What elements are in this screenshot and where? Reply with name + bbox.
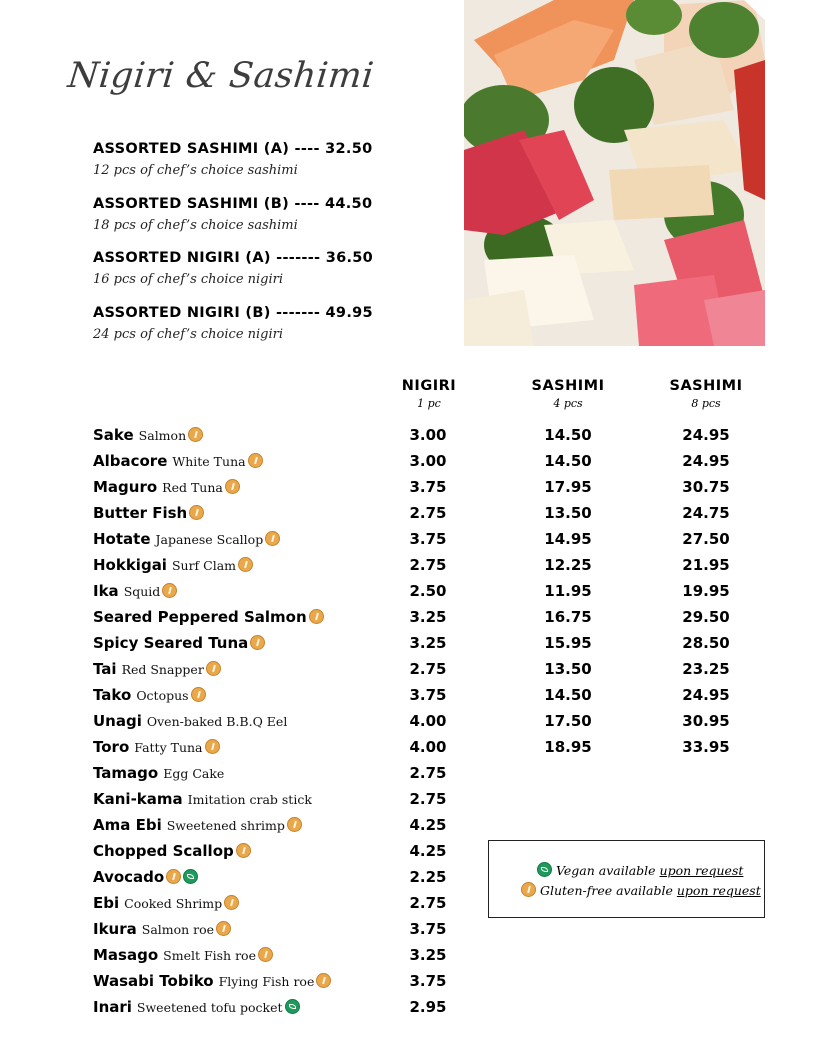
gluten-free-wheat-icon <box>287 817 302 832</box>
price-sashimi-8: 19.95 <box>682 582 730 600</box>
gluten-free-wheat-icon <box>316 973 331 988</box>
price-nigiri: 4.25 <box>409 816 447 834</box>
item-japanese-name: Unagi <box>93 712 142 730</box>
gluten-free-wheat-icon <box>248 453 263 468</box>
menu-row <box>93 815 793 841</box>
menu-row <box>93 945 793 971</box>
assorted-desc: 24 pcs of chef’s choice nigiri <box>93 326 284 342</box>
item-name <box>93 867 198 887</box>
column-sub: 4 pcs <box>553 397 583 410</box>
item-japanese-name: Ikura <box>93 920 137 938</box>
price-sashimi-8: 28.50 <box>682 634 730 652</box>
item-name <box>93 451 263 472</box>
gluten-free-wheat-icon <box>238 557 253 572</box>
gluten-free-wheat-icon <box>166 869 181 884</box>
item-japanese-name: Inari <box>93 998 132 1016</box>
price-nigiri: 3.25 <box>409 608 447 626</box>
gluten-free-wheat-icon <box>309 609 324 624</box>
price-sashimi-8: 30.75 <box>682 478 730 496</box>
price-nigiri: 2.25 <box>409 868 447 886</box>
item-english-name: Squid <box>123 584 161 599</box>
gluten-free-wheat-icon <box>191 687 206 702</box>
price-nigiri: 3.75 <box>409 972 447 990</box>
item-english-name: Red Snapper <box>121 662 204 677</box>
price-sashimi-4: 12.25 <box>544 556 592 574</box>
price-sashimi-4: 14.95 <box>544 530 592 548</box>
price-nigiri: 2.75 <box>409 764 447 782</box>
legend-vegan-text: Vegan available <box>555 863 660 878</box>
item-english-name: Salmon <box>138 428 187 443</box>
item-japanese-name: Butter Fish <box>93 504 188 522</box>
price-nigiri: 4.25 <box>409 842 447 860</box>
assorted-item <box>93 196 453 251</box>
menu-row <box>93 529 793 555</box>
price-nigiri: 3.75 <box>409 478 447 496</box>
item-name <box>93 529 280 550</box>
price-sashimi-8: 21.95 <box>682 556 730 574</box>
assorted-item <box>93 250 453 305</box>
price-sashimi-8: 24.95 <box>682 686 730 704</box>
item-japanese-name: Wasabi Tobiko <box>93 972 214 990</box>
gluten-free-wheat-icon <box>188 427 203 442</box>
item-english-name: Salmon roe <box>141 922 215 937</box>
item-name <box>93 789 312 810</box>
item-name <box>93 555 253 576</box>
item-name <box>93 659 221 680</box>
page-title: Nigiri & Sashimi <box>65 56 376 96</box>
item-english-name: Fatty Tuna <box>134 740 203 755</box>
item-japanese-name: Avocado <box>93 868 165 886</box>
price-sashimi-8: 30.95 <box>682 712 730 730</box>
menu-row <box>93 919 793 945</box>
legend-gf-text: Gluten-free available <box>539 883 677 898</box>
assorted-desc: 12 pcs of chef’s choice sashimi <box>93 163 298 178</box>
item-name <box>93 477 240 498</box>
legend-link[interactable]: upon request <box>659 863 744 878</box>
price-nigiri: 2.75 <box>409 894 447 912</box>
item-japanese-name: Tamago <box>93 764 159 782</box>
menu-row <box>93 581 793 607</box>
price-sashimi-4: 14.50 <box>544 686 592 704</box>
price-nigiri: 2.75 <box>409 504 447 522</box>
item-japanese-name: Masago <box>93 946 159 964</box>
item-english-name: Sweetened tofu pocket <box>136 1000 283 1015</box>
price-nigiri: 3.25 <box>409 946 447 964</box>
column-sub: 8 pcs <box>691 397 721 410</box>
gluten-free-wheat-icon <box>189 505 204 520</box>
column-title: SASHIMI <box>531 378 605 394</box>
assorted-list <box>93 141 453 359</box>
menu-row <box>93 633 793 659</box>
price-sashimi-8: 29.50 <box>682 608 730 626</box>
gluten-free-wheat-icon <box>224 895 239 910</box>
item-name <box>93 763 224 784</box>
menu-row <box>93 503 793 529</box>
assorted-item <box>93 141 453 196</box>
gluten-free-wheat-icon <box>521 882 536 897</box>
menu-row <box>93 789 793 815</box>
menu-row <box>93 711 793 737</box>
price-sashimi-8: 24.95 <box>682 452 730 470</box>
assorted-desc: 18 pcs of chef’s choice sashimi <box>93 217 298 233</box>
item-name <box>93 685 206 706</box>
column-title: SASHIMI <box>669 378 743 394</box>
item-english-name: Cooked Shrimp <box>124 896 223 911</box>
price-nigiri: 3.75 <box>409 920 447 938</box>
vegan-leaf-icon <box>537 862 552 877</box>
column-header-sashimi-4 <box>513 378 623 410</box>
price-sashimi-8: 33.95 <box>682 738 730 756</box>
menu-row <box>93 997 793 1023</box>
item-name <box>93 503 204 523</box>
assorted-name: ASSORTED NIGIRI (A) ------- 36.50 <box>93 250 374 266</box>
item-name <box>93 945 273 966</box>
item-name <box>93 971 331 992</box>
menu-row <box>93 763 793 789</box>
price-sashimi-8: 24.95 <box>682 426 730 444</box>
item-japanese-name: Tai <box>93 660 117 678</box>
gluten-free-wheat-icon <box>265 531 280 546</box>
price-sashimi-4: 18.95 <box>544 738 592 756</box>
price-nigiri: 4.00 <box>409 738 447 756</box>
vegan-leaf-icon <box>285 999 300 1014</box>
menu-row <box>93 451 793 477</box>
menu-row <box>93 971 793 997</box>
price-sashimi-4: 13.50 <box>544 504 592 522</box>
item-japanese-name: Ika <box>93 582 119 600</box>
menu-items <box>93 425 793 1023</box>
price-sashimi-8: 27.50 <box>682 530 730 548</box>
gluten-free-wheat-icon <box>250 635 265 650</box>
item-name <box>93 581 177 602</box>
item-japanese-name: Albacore <box>93 452 168 470</box>
item-english-name: Oven-baked B.B.Q Eel <box>146 714 288 729</box>
menu-row <box>93 477 793 503</box>
item-japanese-name: Toro <box>93 738 130 756</box>
gluten-free-wheat-icon <box>162 583 177 598</box>
assorted-name: ASSORTED SASHIMI (B) ---- 44.50 <box>93 195 373 212</box>
price-sashimi-4: 13.50 <box>544 660 592 678</box>
assorted-item <box>93 305 453 360</box>
item-japanese-name: Maguro <box>93 478 158 496</box>
item-name <box>93 893 239 914</box>
item-name <box>93 607 324 627</box>
gluten-free-wheat-icon <box>258 947 273 962</box>
column-sub: 1 pc <box>417 397 441 410</box>
item-name <box>93 919 231 940</box>
item-japanese-name: Kani-kama <box>93 790 183 808</box>
price-sashimi-4: 15.95 <box>544 634 592 652</box>
item-name <box>93 815 302 836</box>
item-japanese-name: Hokkigai <box>93 556 167 574</box>
price-nigiri: 3.00 <box>409 452 447 470</box>
item-japanese-name: Seared Peppered Salmon <box>93 608 307 626</box>
item-english-name: Flying Fish roe <box>218 974 315 989</box>
item-english-name: Imitation crab stick <box>187 792 312 807</box>
item-japanese-name: Spicy Seared Tuna <box>93 634 249 652</box>
item-japanese-name: Hotate <box>93 530 151 548</box>
price-nigiri: 2.75 <box>409 790 447 808</box>
price-nigiri: 2.95 <box>409 998 447 1016</box>
column-header-nigiri <box>374 378 484 410</box>
item-name <box>93 425 203 446</box>
price-sashimi-4: 11.95 <box>544 582 592 600</box>
gluten-free-wheat-icon <box>205 739 220 754</box>
menu-row <box>93 555 793 581</box>
legend-gluten-free <box>519 882 761 898</box>
vegan-leaf-icon <box>183 869 198 884</box>
item-name <box>93 633 265 653</box>
item-english-name: Egg Cake <box>163 766 225 781</box>
menu-row <box>93 607 793 633</box>
menu-row <box>93 425 793 451</box>
item-english-name: Sweetened shrimp <box>166 818 285 833</box>
price-nigiri: 4.00 <box>409 712 447 730</box>
item-english-name: Japanese Scallop <box>155 532 264 547</box>
assorted-desc: 16 pcs of chef’s choice nigiri <box>93 272 284 287</box>
item-english-name: Red Tuna <box>162 480 223 495</box>
column-header-sashimi-8 <box>651 378 761 410</box>
price-sashimi-8: 23.25 <box>682 660 730 678</box>
gluten-free-wheat-icon <box>225 479 240 494</box>
item-japanese-name: Chopped Scallop <box>93 842 234 860</box>
item-name <box>93 841 251 861</box>
price-nigiri: 2.75 <box>409 660 447 678</box>
item-name <box>93 711 287 732</box>
price-sashimi-4: 17.95 <box>544 478 592 496</box>
assorted-name: ASSORTED NIGIRI (B) ------- 49.95 <box>93 304 373 321</box>
item-name <box>93 737 220 758</box>
price-nigiri: 3.25 <box>409 634 447 652</box>
price-nigiri: 3.75 <box>409 530 447 548</box>
price-nigiri: 2.75 <box>409 556 447 574</box>
legend-vegan <box>535 862 743 878</box>
gluten-free-wheat-icon <box>236 843 251 858</box>
item-name <box>93 997 300 1018</box>
dietary-legend <box>488 840 765 918</box>
item-japanese-name: Sake <box>93 426 134 444</box>
price-nigiri: 2.50 <box>409 582 447 600</box>
gluten-free-wheat-icon <box>206 661 221 676</box>
sashimi-photo <box>464 0 765 346</box>
gluten-free-wheat-icon <box>216 921 231 936</box>
item-english-name: Smelt Fish roe <box>163 948 256 963</box>
column-title: NIGIRI <box>401 378 457 394</box>
price-nigiri: 3.75 <box>409 686 447 704</box>
price-sashimi-4: 17.50 <box>544 712 592 730</box>
price-sashimi-8: 24.75 <box>682 504 730 522</box>
menu-row <box>93 737 793 763</box>
item-english-name: White Tuna <box>172 454 246 469</box>
item-japanese-name: Tako <box>93 686 132 704</box>
item-english-name: Octopus <box>136 688 189 703</box>
legend-link[interactable]: upon request <box>676 883 761 898</box>
assorted-name: ASSORTED SASHIMI (A) ---- 32.50 <box>93 141 373 157</box>
menu-row <box>93 659 793 685</box>
price-nigiri: 3.00 <box>409 426 447 444</box>
price-sashimi-4: 14.50 <box>544 452 592 470</box>
price-sashimi-4: 14.50 <box>544 426 592 444</box>
menu-row <box>93 685 793 711</box>
price-sashimi-4: 16.75 <box>544 608 592 626</box>
item-english-name: Surf Clam <box>171 558 237 573</box>
item-japanese-name: Ebi <box>93 894 120 912</box>
item-japanese-name: Ama Ebi <box>93 816 162 834</box>
